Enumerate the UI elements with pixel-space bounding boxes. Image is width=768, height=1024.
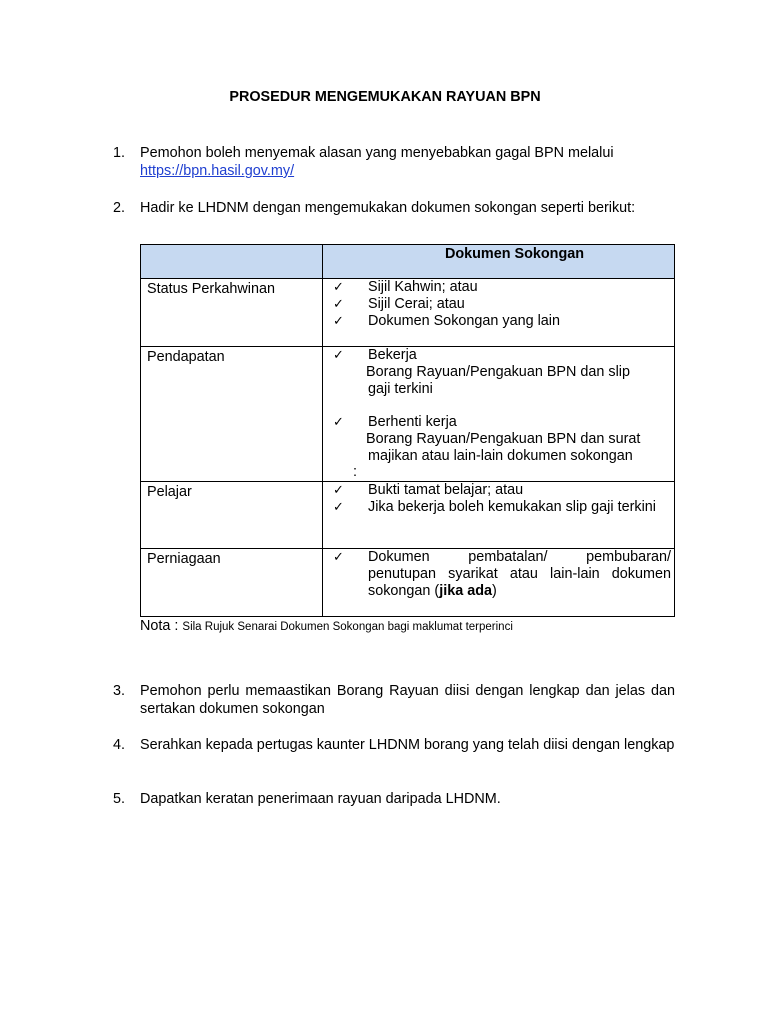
step-text: Pemohon perlu memaastikan Borang Rayuan diisi dengan lengkap dan jelas dan sertakan dokumen sokongan [140,683,675,717]
step-3 [113,682,675,718]
list-item-detail: Borang Rayuan/Pengakuan BPN dan surat majikan atau lain-lain dokumen sokongan [366,431,641,464]
checkmark-icon: ✓ [333,483,344,498]
row-category: Pelajar [147,484,192,500]
checkmark-icon: ✓ [333,500,344,515]
row-category: Status Perkahwinan [147,281,275,297]
checkmark-icon: ✓ [333,314,344,329]
table-row [141,482,675,549]
table-row [141,549,675,617]
bpn-link[interactable]: https://bpn.hasil.gov.my/ [140,163,295,179]
checkmark-icon: ✓ [333,297,344,312]
list-item: ✓ Dokumen Sokongan yang lain [333,313,561,329]
note-text: Sila Rujuk Senarai Dokumen Sokongan bagi maklumat terperinci [182,621,513,633]
checkmark-icon: ✓ [333,280,344,295]
supporting-documents-table [140,244,675,617]
step-1 [113,144,675,180]
table-row [141,279,675,347]
list-item: ✓ Jika bekerja boleh kemukakan slip gaji terkini [333,499,656,515]
table-header: Dokumen Sokongan [323,245,675,279]
table-header-empty [141,245,323,279]
note-label: Nota : [140,618,183,634]
checkmark-icon: ✓ [333,550,344,565]
table-row [141,347,675,482]
table-note [140,618,513,634]
list-item: ✓ Sijil Cerai; atau [333,296,465,312]
row-category: Pendapatan [147,349,225,365]
step-2 [113,199,675,217]
row-category: Perniagaan [147,551,221,567]
step-text: Pemohon boleh menyemak alasan yang menyebabkan gagal BPN melalui https://bpn.hasil.gov.my/ [140,145,614,179]
step-number: 5. [113,791,126,807]
step-number: 1. [113,145,126,161]
list-item: ✓ Sijil Kahwin; atau [333,279,478,295]
step-number: 2. [113,200,126,216]
step-5 [113,790,675,808]
step-4 [113,736,675,754]
page-title: PROSEDUR MENGEMUKAKAN RAYUAN BPN [229,89,541,105]
step-text: Serahkan kepada pertugas kaunter LHDNM borang yang telah diisi dengan lengkap [140,737,675,753]
trailing-colon: : [353,464,357,480]
list-item: ✓ Bukti tamat belajar; atau [333,482,524,498]
list-item: ✓ Dokumen pembatalan/ pembubaran/ penutupan syarikat atau lain-lain dokumen sokongan (jika ada) [333,549,671,599]
checkmark-icon: ✓ [333,415,344,430]
list-item-detail: Borang Rayuan/Pengakuan BPN dan slip gaji terkini [366,364,631,397]
step-number: 3. [113,683,126,699]
checkmark-icon: ✓ [333,348,344,363]
step-text: Hadir ke LHDNM dengan mengemukakan dokumen sokongan seperti berikut: [140,200,636,216]
step-text: Dapatkan keratan penerimaan rayuan daripada LHDNM. [140,791,501,807]
step-number: 4. [113,737,126,753]
list-item: ✓ Bekerja [333,347,417,363]
list-item: ✓ Berhenti kerja [333,414,457,430]
